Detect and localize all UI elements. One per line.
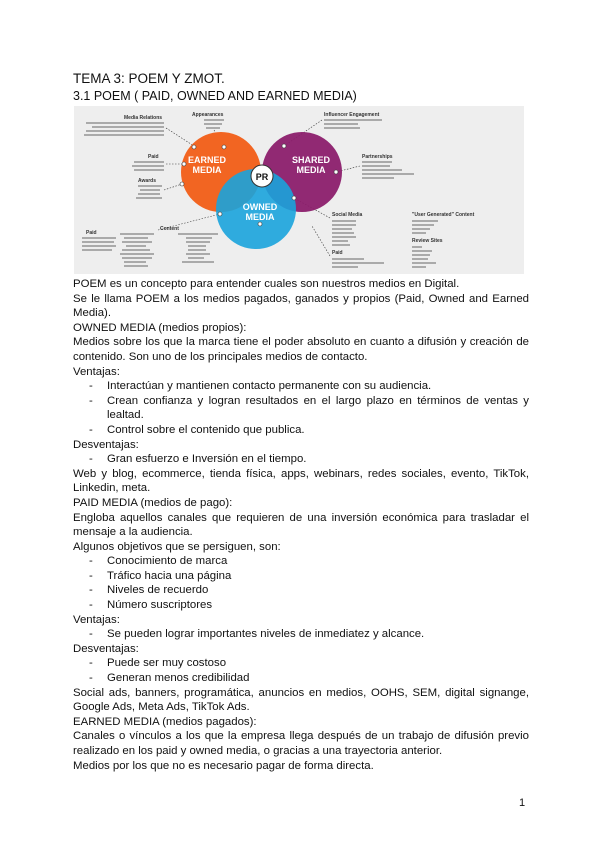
list-item: - Interactúan y mantienen contacto permanente con su audiencia. xyxy=(73,379,529,394)
list-item: - Gran esfuerzo e Inversión en el tiempo. xyxy=(73,452,529,467)
label-content: Content xyxy=(160,226,179,232)
earned-media-heading: EARNED MEDIA (medios pagados): xyxy=(73,715,257,728)
paragraph: Se le llama POEM a los medios pagados, ganados y propios (Paid, Owned and Earned Media). xyxy=(73,292,529,320)
paragraph: Canales o vínculos a los que la empresa llega después de un trabajo de difusión previo realizado en los paid y owned media, o gracias a una trayectoria anterior. xyxy=(73,730,529,757)
paid-desventajas-list xyxy=(73,656,529,685)
desventajas-label: Desventajas: xyxy=(73,438,139,451)
pr-label: PR xyxy=(255,172,269,182)
paid-examples: Social ads, banners, programática, anuncios en medios, OOHS, SEM, digital signange, Google Ads, Meta Ads, TikTok Ads. xyxy=(73,686,529,714)
label-paid: Paid xyxy=(148,154,159,160)
owned-desventajas-list xyxy=(73,452,529,467)
paid-objectives-list xyxy=(73,554,529,612)
label-paid-right: Paid xyxy=(332,250,343,256)
paragraph: POEM es un concepto para entender cuales son nuestros medios en Digital. xyxy=(73,278,460,290)
label-review-sites: Review Sites xyxy=(412,238,443,244)
poem-diagram xyxy=(74,106,524,274)
section-title: 3.1 POEM ( PAID, OWNED AND EARNED MEDIA) xyxy=(73,89,357,103)
list-item: - Puede ser muy costoso xyxy=(73,656,529,671)
paragraph: Engloba aquellos canales que requieren de una inversión económica para trasladar el mensaje a la audiencia. xyxy=(73,511,529,539)
earned-label-2: MEDIA xyxy=(192,165,222,175)
objectives-label: Algunos objetivos que se persiguen, son: xyxy=(73,540,281,553)
list-item: - Número suscriptores xyxy=(73,598,529,613)
label-influencer: Influencer Engagement xyxy=(324,112,380,118)
label-appearances: Appearances xyxy=(192,112,224,118)
shared-label-1: SHARED xyxy=(291,155,331,165)
label-awards: Awards xyxy=(138,178,156,184)
document-body xyxy=(73,277,529,773)
list-item: - Control sobre el contenido que publica. xyxy=(73,423,529,438)
label-media-relations: Media Relations xyxy=(124,115,163,121)
list-item: - Crean confianza y logran resultados en el largo plazo en términos de ventas y lealtad. xyxy=(73,394,529,423)
earned-label-1: EARNED xyxy=(187,155,227,165)
desventajas-label: Desventajas: xyxy=(73,642,139,655)
label-ugc: "User Generated" Content xyxy=(412,212,475,218)
owned-ventajas-list xyxy=(73,379,529,437)
owned-media-heading: OWNED MEDIA (medios propios): xyxy=(73,321,247,334)
paragraph: Medios por los que no es necesario pagar de forma directa. xyxy=(73,759,374,772)
page-title: TEMA 3: POEM Y ZMOT. xyxy=(73,71,225,86)
ventajas-label: Ventajas: xyxy=(73,365,120,378)
owned-label-1: OWNED xyxy=(242,202,278,212)
owned-label-2: MEDIA xyxy=(245,212,275,222)
ventajas-label: Ventajas: xyxy=(73,613,120,626)
shared-label-2: MEDIA xyxy=(296,165,326,175)
paragraph: Medios sobre los que la marca tiene el poder absoluto en cuanto a difusión y creación de contenido. Son uno de los principales medios de contacto. xyxy=(73,336,529,363)
list-item: - Tráfico hacia una página xyxy=(73,569,529,584)
label-partnerships: Partnerships xyxy=(362,154,393,160)
list-item: - Generan menos credibilidad xyxy=(73,671,529,686)
paid-ventajas-list xyxy=(73,627,529,642)
page-number: 1 xyxy=(519,797,526,809)
label-social-media: Social Media xyxy=(332,212,363,218)
owned-examples: Web y blog, ecommerce, tienda física, apps, webinars, redes sociales, evento, TikTok, Linkedin, meta. xyxy=(73,467,529,495)
list-item: - Se pueden lograr importantes niveles de inmediatez y alcance. xyxy=(73,627,529,642)
list-item: - Niveles de recuerdo xyxy=(73,583,529,598)
label-paid-bottom: Paid xyxy=(86,230,97,236)
list-item: - Conocimiento de marca xyxy=(73,554,529,569)
paid-media-heading: PAID MEDIA (medios de pago): xyxy=(73,496,233,509)
